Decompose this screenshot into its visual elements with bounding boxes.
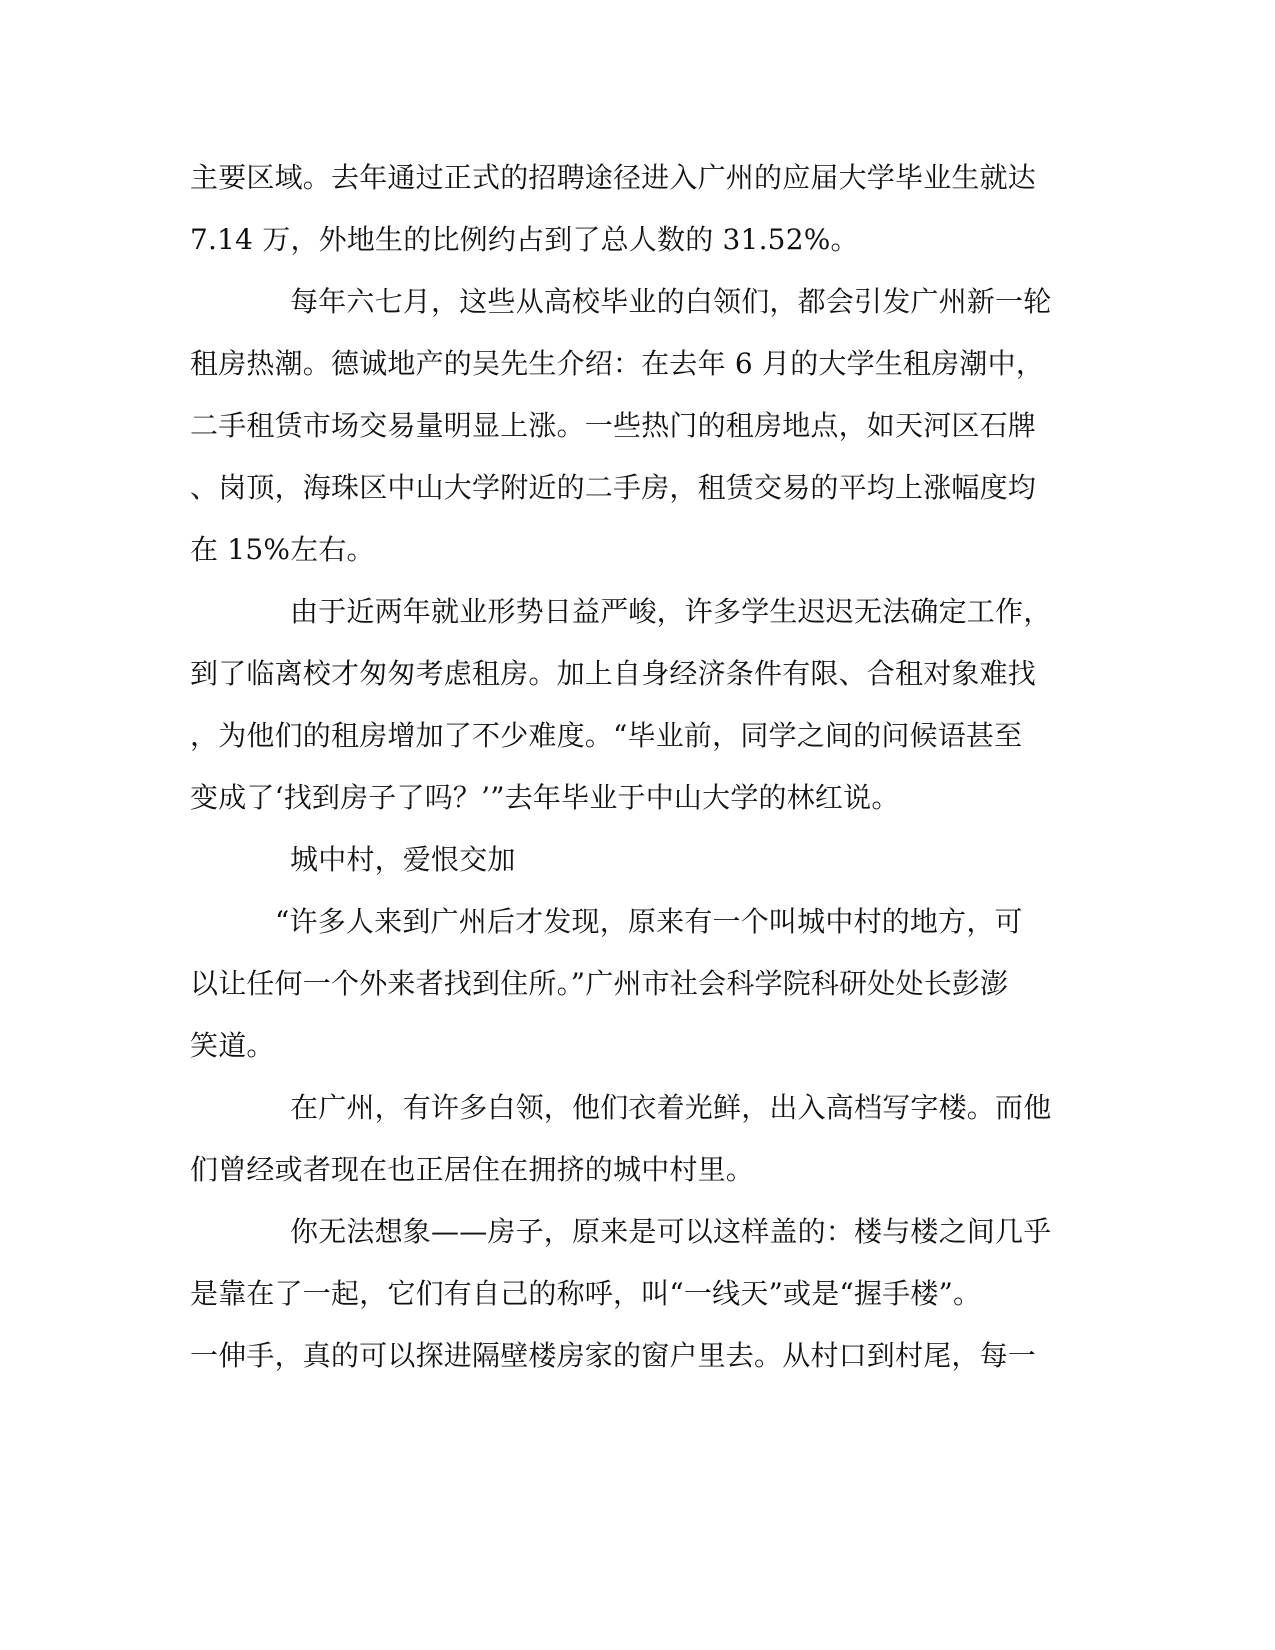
text-line-11: 变成了‘找到房子了吗？’”去年毕业于中山大学的林红说。 [190,781,900,814]
paragraph-start-line: 你无法想象——房子，原来是可以这样盖的：楼与楼之间几乎 [290,1215,1052,1248]
text-line-9: 到了临离校才匆匆考虑租房。加上自身经济条件有限、合租对象难找 [190,657,1037,690]
text-line-5: 二手租赁市场交易量明显上涨。一些热门的租房地点，如天河区石牌 [190,409,1037,442]
text-line-1: 主要区域。去年通过正式的招聘途径进入广州的应届大学毕业生就达 [190,161,1037,194]
text-line-19: 是靠在了一起，它们有自己的称呼，叫“一线天”或是“握手楼”。 [190,1277,982,1310]
text-line-7: 在 15%左右。 [190,533,375,566]
text-line-14: 以让任何一个外来者找到住所。”广州市社会科学院科研处处长彭澎 [190,967,1009,1000]
paragraph-start-line: “许多人来到广州后才发现，原来有一个叫城中村的地方，可 [275,905,1023,938]
text-line-20: 一伸手，真的可以探进隔壁楼房家的窗户里去。从村口到村尾，每一 [190,1339,1037,1372]
text-line-10: ，为他们的租房增加了不少难度。“毕业前，同学之间的问候语甚至 [190,719,1023,752]
paragraph-start-line: 每年六七月，这些从高校毕业的白领们，都会引发广州新一轮 [290,285,1052,318]
text-line-4: 租房热潮。德诚地产的吴先生介绍：在去年 6 月的大学生租房潮中， [190,347,1045,380]
text-line-15: 笑道。 [190,1029,275,1062]
text-line-2: 7.14 万，外地生的比例约占到了总人数的 31.52%。 [190,223,859,256]
paragraph-start-line: 由于近两年就业形势日益严峻，许多学生迟迟无法确定工作， [290,595,1052,628]
paragraph-start-line: 在广州，有许多白领，他们衣着光鲜，出入高档写字楼。而他 [290,1091,1052,1124]
text-line-17: 们曾经或者现在也正居住在拥挤的城中村里。 [190,1153,755,1186]
section-heading: 城中村，爱恨交加 [290,843,516,876]
text-line-6: 、岗顶，海珠区中山大学附近的二手房，租赁交易的平均上涨幅度均 [190,471,1037,504]
